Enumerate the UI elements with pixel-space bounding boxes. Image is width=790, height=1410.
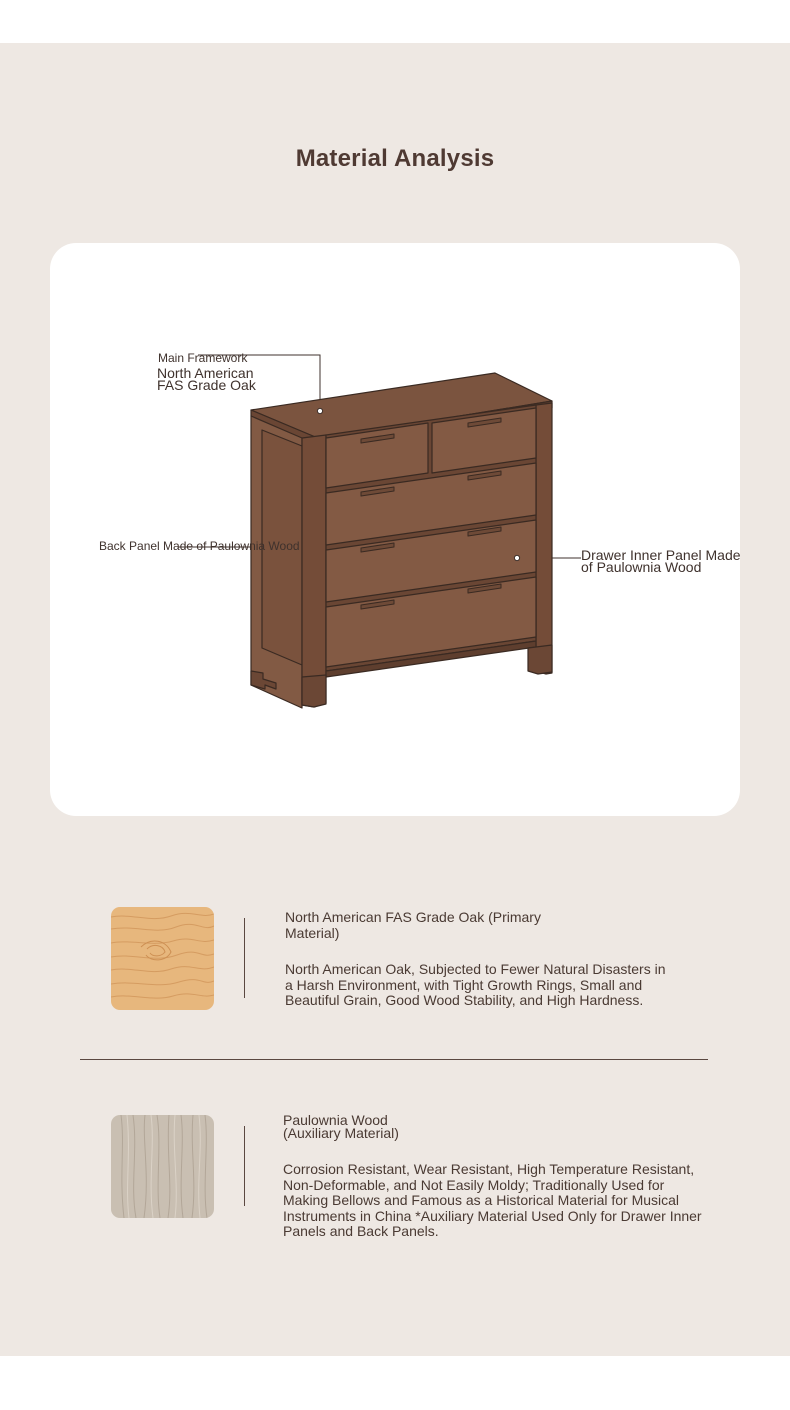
main-framework-marker — [317, 408, 322, 413]
paulownia-divider — [244, 1126, 245, 1206]
drawer-inner-label-line1: Drawer Inner Panel Made — [581, 547, 741, 563]
dresser-diagram — [50, 243, 740, 816]
back-panel-label: Back Panel Made of Paulownia Wood — [99, 539, 300, 553]
oak-wood-texture-icon — [111, 907, 214, 1010]
main-framework-material-line1: North American — [157, 365, 254, 381]
oak-divider — [244, 918, 245, 998]
oak-description: North American Oak, Subjected to Fewer Natural Disasters in a Harsh Environment, with Tight Growth Rings, Small and Beautiful Grain, Good Wood Stability, and High Hardness. — [285, 961, 666, 1008]
paulownia-title-line1: Paulownia Wood — [283, 1112, 388, 1128]
drawer-inner-marker — [514, 555, 519, 560]
main-framework-label: Main Framework — [158, 351, 248, 365]
material-separator — [80, 1059, 708, 1060]
diagram-card — [50, 243, 740, 816]
page-title: Material Analysis — [295, 145, 495, 172]
drawer-inner-label-line2: of Paulownia Wood — [581, 559, 702, 575]
main-framework-material-line2: FAS Grade Oak — [157, 377, 256, 393]
paulownia-wood-texture-icon — [111, 1115, 214, 1218]
paulownia-title-line2: (Auxiliary Material) — [283, 1125, 399, 1141]
paulownia-description: Corrosion Resistant, Wear Resistant, High Temperature Resistant, Non-Deformable, and Not Easily Moldy; Traditionally Used for Making Bellows and Famous as a Historical Material for Musical Instruments in China *Auxiliary Material Used Only for Drawer Inner Panels and Back Panels. — [283, 1161, 702, 1239]
oak-title: North American FAS Grade Oak (Primary Material) — [285, 909, 541, 941]
